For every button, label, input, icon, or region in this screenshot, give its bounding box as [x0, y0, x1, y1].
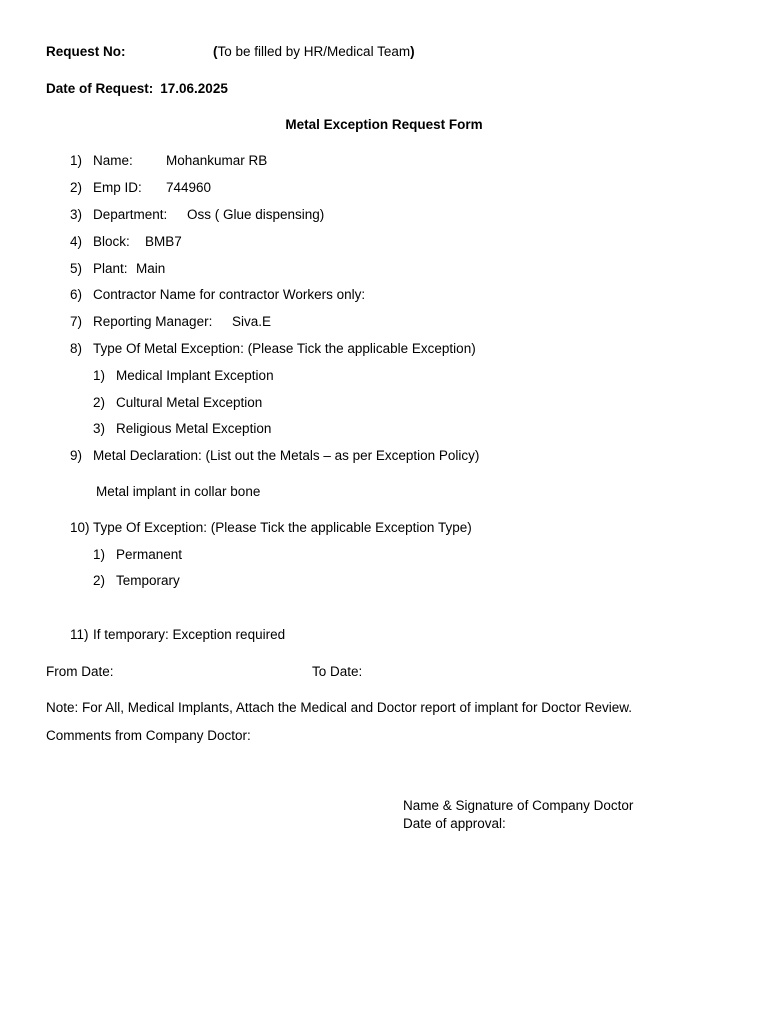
- option-label: Religious Metal Exception: [116, 421, 272, 436]
- date-of-request-value: 17.06.2025: [160, 81, 228, 96]
- item-value-department: Oss ( Glue dispensing): [187, 207, 325, 222]
- item-number: 5): [69, 261, 82, 276]
- signature-label: Name & Signature of Company Doctor: [403, 798, 634, 813]
- item-label-temporary-duration: If temporary: Exception required: [93, 627, 286, 642]
- option-label: Medical Implant Exception: [116, 368, 274, 383]
- option-label: Permanent: [116, 547, 183, 562]
- item-label-contractor: Contractor Name for contractor Workers only:: [93, 287, 366, 302]
- option-number: 2): [92, 395, 105, 410]
- item-number: 7): [69, 314, 82, 329]
- item-label-emp-id: Emp ID:: [93, 180, 142, 195]
- request-no-paren-open: (: [213, 44, 218, 59]
- item-label-name: Name:: [93, 153, 133, 168]
- item-number: 2): [69, 180, 82, 195]
- item-value-plant: Main: [136, 261, 166, 276]
- date-of-request: [46, 80, 228, 98]
- item-label-exception-type: Type Of Exception: (Please Tick the applicable Exception Type): [93, 520, 472, 535]
- item-number: 8): [69, 341, 82, 356]
- comments-label: Comments from Company Doctor:: [46, 728, 251, 743]
- option-label: Cultural Metal Exception: [116, 395, 263, 410]
- request-no-label: Request No:: [46, 44, 126, 59]
- item-number: 11): [70, 627, 89, 642]
- item-label-metal-exception-type: Type Of Metal Exception: (Please Tick the applicable Exception): [93, 341, 476, 356]
- date-of-request-label: Date of Request:: [46, 81, 154, 96]
- metal-declaration-value: Metal implant in collar bone: [96, 484, 261, 499]
- item-value-name: Mohankumar RB: [166, 153, 268, 168]
- item-number: 4): [69, 234, 82, 249]
- request-no-paren-close: ): [410, 44, 415, 59]
- to-date-label: To Date:: [312, 664, 363, 679]
- item-label-reporting-manager: Reporting Manager:: [93, 314, 213, 329]
- from-date-label: From Date:: [46, 664, 114, 679]
- approval-date-label: Date of approval:: [403, 816, 506, 831]
- item-number: 1): [69, 153, 82, 168]
- option-number: 1): [92, 368, 105, 383]
- option-number: 1): [92, 547, 105, 562]
- item-label-metal-declaration: Metal Declaration: (List out the Metals – as per Exception Policy): [93, 448, 480, 463]
- item-label-department: Department:: [93, 207, 168, 222]
- option-label: Temporary: [116, 573, 180, 588]
- item-value-emp-id: 744960: [166, 180, 212, 195]
- form-title: Metal Exception Request Form: [285, 117, 483, 132]
- option-number: 2): [92, 573, 105, 588]
- request-no-note: [213, 43, 415, 61]
- item-label-block: Block:: [93, 234, 130, 249]
- item-number: 3): [69, 207, 82, 222]
- item-value-reporting-manager: Siva.E: [232, 314, 272, 329]
- note-text: Note: For All, Medical Implants, Attach the Medical and Doctor report of implant for Doctor Review.: [46, 700, 633, 715]
- item-number: 10): [70, 520, 90, 535]
- item-value-block: BMB7: [145, 234, 182, 249]
- item-number: 6): [69, 287, 82, 302]
- item-label-plant: Plant:: [93, 261, 128, 276]
- request-no-note-text: To be filled by HR/Medical Team: [217, 44, 411, 59]
- option-number: 3): [92, 421, 105, 436]
- item-number: 9): [69, 448, 82, 463]
